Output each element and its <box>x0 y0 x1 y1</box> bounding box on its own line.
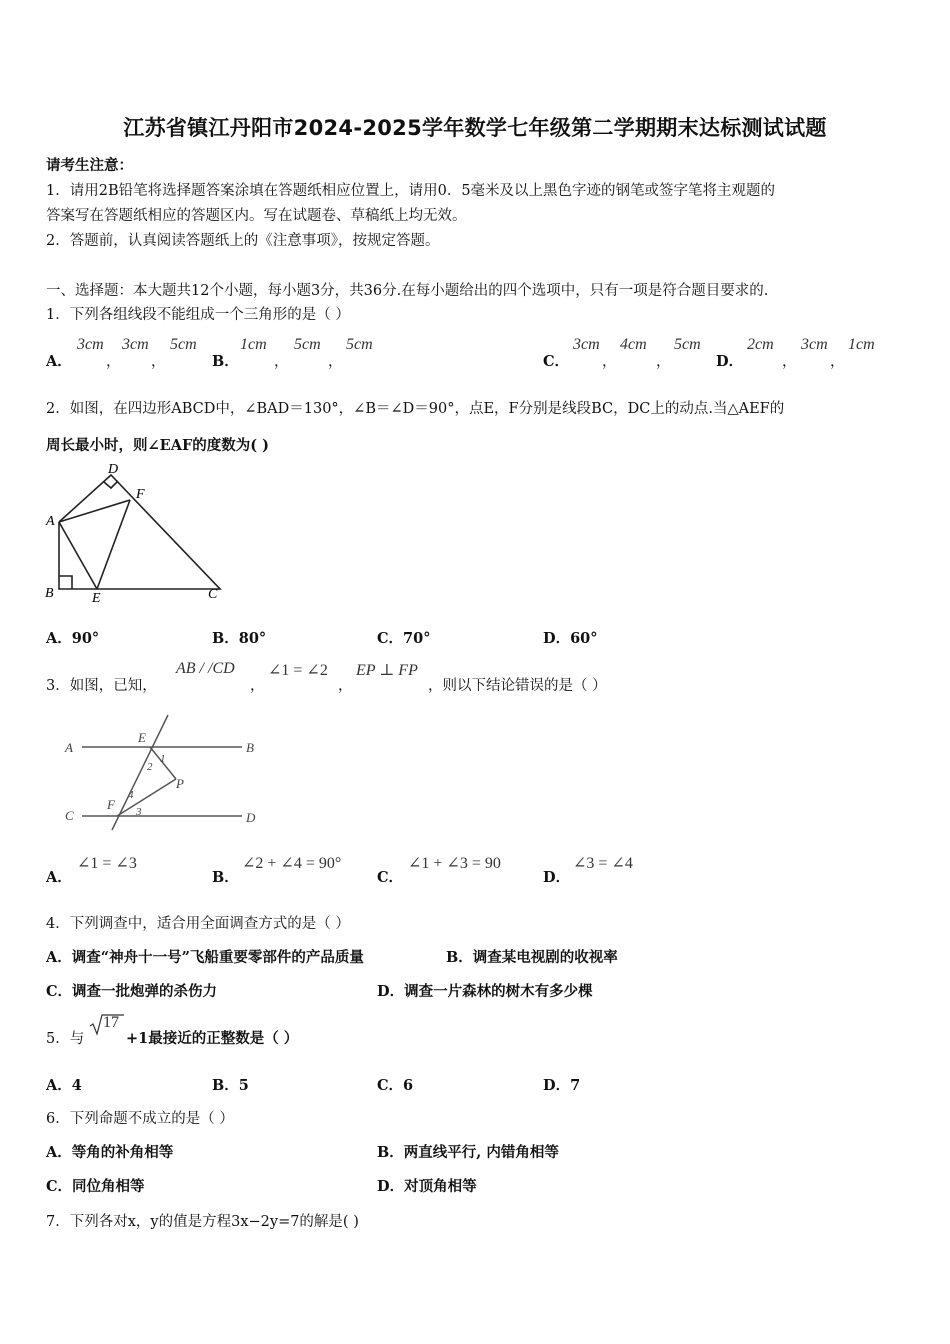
q3-comma-1: ， <box>250 678 265 694</box>
q6-option-d: D．对顶角相等 <box>377 1178 477 1195</box>
fig2-label-d: D <box>108 462 119 477</box>
notice-line-1b: 答案写在答题纸相应的答题区内。写在试题卷、草稿纸上均无效。 <box>46 208 467 224</box>
q4-option-c: C．调查一批炮弹的杀伤力 <box>46 983 218 1000</box>
q2-option-a: A．90° <box>46 630 100 647</box>
segment-fp <box>117 779 176 816</box>
fig3-angle-2: 2 <box>147 761 153 773</box>
q3-option-d: ∠3 = ∠4 <box>573 855 633 872</box>
q2-option-d: D．60° <box>543 630 598 647</box>
q1-a-2: 3cm <box>122 336 149 353</box>
right-angle-d <box>104 481 118 488</box>
segment-ae <box>59 522 97 589</box>
segment-af <box>59 500 130 522</box>
q1-b-comma: ， <box>274 354 289 370</box>
segment-ef <box>97 500 130 589</box>
q1-b-3: 5cm <box>346 336 373 353</box>
q5-stem-post: +1最接近的正整数是（ ） <box>126 1030 299 1047</box>
q1-c-1: 3cm <box>573 336 600 353</box>
q2-figure <box>40 458 230 608</box>
q1-d-3: 1cm <box>848 336 875 353</box>
q3-stem-pre: 3．如图，已知， <box>46 678 157 694</box>
q1-c-3: 5cm <box>674 336 701 353</box>
fig2-label-e: E <box>92 591 101 606</box>
section-heading: 一、选择题：本大题共12个小题，每小题3分，共36分.在每小题给出的四个选项中，只有一项是符合题目要求的. <box>46 283 769 299</box>
q1-c-comma2: ， <box>656 354 671 370</box>
q1-stem: 1．下列各组线段不能组成一个三角形的是（ ） <box>46 307 350 323</box>
q1-a-1: 3cm <box>77 336 104 353</box>
fig3-angle-1: 1 <box>160 753 166 765</box>
q4-option-a: A．调查“神舟十一号”飞船重要零部件的产品质量 <box>46 949 364 966</box>
q3-math-angles: ∠1 = ∠2 <box>268 662 328 679</box>
q3-option-a-label: A． <box>46 869 72 886</box>
q1-d-1: 2cm <box>747 336 774 353</box>
q3-stem-post: ，则以下结论错误的是（ ） <box>428 678 607 694</box>
q3-option-b: ∠2 + ∠4 = 90° <box>242 855 342 872</box>
fig3-label-p: P <box>176 776 184 791</box>
q1-a-3: 5cm <box>170 336 197 353</box>
q1-b-comma2: ， <box>328 354 343 370</box>
q7-stem: 7．下列各对x，y的值是方程3x−2y=7的解是( ) <box>46 1214 359 1230</box>
fig3-label-e: E <box>138 730 146 745</box>
q1-option-a-label: A． <box>46 353 72 370</box>
q3-option-b-label: B． <box>212 869 239 886</box>
q3-option-c: ∠1 + ∠3 = 90 <box>408 855 501 872</box>
q1-b-2: 5cm <box>294 336 321 353</box>
fig3-label-f: F <box>107 797 115 812</box>
q3-figure <box>60 712 270 832</box>
q1-b-1: 1cm <box>240 336 267 353</box>
q1-a-comma: ， <box>106 354 121 370</box>
q3-math-parallel: AB / /CD <box>176 660 235 677</box>
fig3-angle-3: 3 <box>136 806 142 818</box>
q1-d-2: 3cm <box>801 336 828 353</box>
q2-stem-line2: 周长最小时，则∠EAF的度数为( ) <box>46 437 270 454</box>
fig2-label-a: A <box>46 514 55 529</box>
q1-d-comma2: ， <box>830 354 845 370</box>
q1-a-comma2: ， <box>151 354 166 370</box>
q3-option-c-label: C． <box>377 869 404 886</box>
notice-line-1a: 1．请用2B铅笔将选择题答案涂填在答题纸相应位置上，请用0．5毫米及以上黑色字迹的钢笔或签字笔将主观题的 <box>46 183 776 199</box>
q6-stem: 6．下列命题不成立的是（ ） <box>46 1111 234 1127</box>
q5-option-b: B．5 <box>212 1077 249 1094</box>
q5-stem-pre: 5．与 <box>46 1031 85 1047</box>
fig3-label-d: D <box>246 810 256 825</box>
q2-option-c: C．70° <box>377 630 431 647</box>
q1-option-c-label: C． <box>543 353 570 370</box>
fig2-label-c: C <box>208 587 218 602</box>
q3-option-d-label: D． <box>543 869 571 886</box>
fig2-label-f: F <box>136 487 145 502</box>
q6-option-a: A．等角的补角相等 <box>46 1144 174 1161</box>
q3-option-a: ∠1 = ∠3 <box>77 855 137 872</box>
q1-d-comma: ， <box>782 354 797 370</box>
q3-math-perp: EP ⊥ FP <box>356 662 418 679</box>
fig3-label-b: B <box>246 740 254 755</box>
q1-c-2: 4cm <box>620 336 647 353</box>
q5-option-c: C．6 <box>377 1077 414 1094</box>
q5-radicand: 17 <box>103 1014 119 1031</box>
q3-comma-2: ， <box>338 678 353 694</box>
q5-option-a: A．4 <box>46 1077 82 1094</box>
q2-option-b: B．80° <box>212 630 267 647</box>
fig3-angle-4: 4 <box>128 789 134 801</box>
q1-c-comma: ， <box>602 354 617 370</box>
q4-stem: 4．下列调查中，适合用全面调查方式的是（ ） <box>46 916 350 932</box>
q6-option-b: B．两直线平行, 内错角相等 <box>377 1144 559 1161</box>
q6-option-c: C．同位角相等 <box>46 1178 145 1195</box>
q2-stem-line1: 2．如图，在四边形ABCD中，∠BAD＝130°，∠B＝∠D＝90°，点E，F分别是线段BC，DC上的动点.当△AEF的 <box>46 401 785 417</box>
right-angle-b <box>59 576 72 589</box>
notice-line-2: 2．答题前，认真阅读答题纸上的《注意事项》，按规定答题。 <box>46 233 440 249</box>
q5-option-d: D．7 <box>543 1077 581 1094</box>
page-title: 江苏省镇江丹阳市2024-2025学年数学七年级第二学期期末达标测试试题 <box>123 116 827 140</box>
fig3-label-c: C <box>65 808 74 823</box>
q1-option-d-label: D． <box>716 353 744 370</box>
q4-option-b: B．调查某电视剧的收视率 <box>446 949 618 966</box>
notice-heading: 请考生注意： <box>46 157 133 174</box>
q1-option-b-label: B． <box>212 353 239 370</box>
q4-option-d: D．调查一片森林的树木有多少棵 <box>377 983 593 1000</box>
fig2-label-b: B <box>45 586 54 601</box>
fig3-label-a: A <box>65 740 73 755</box>
